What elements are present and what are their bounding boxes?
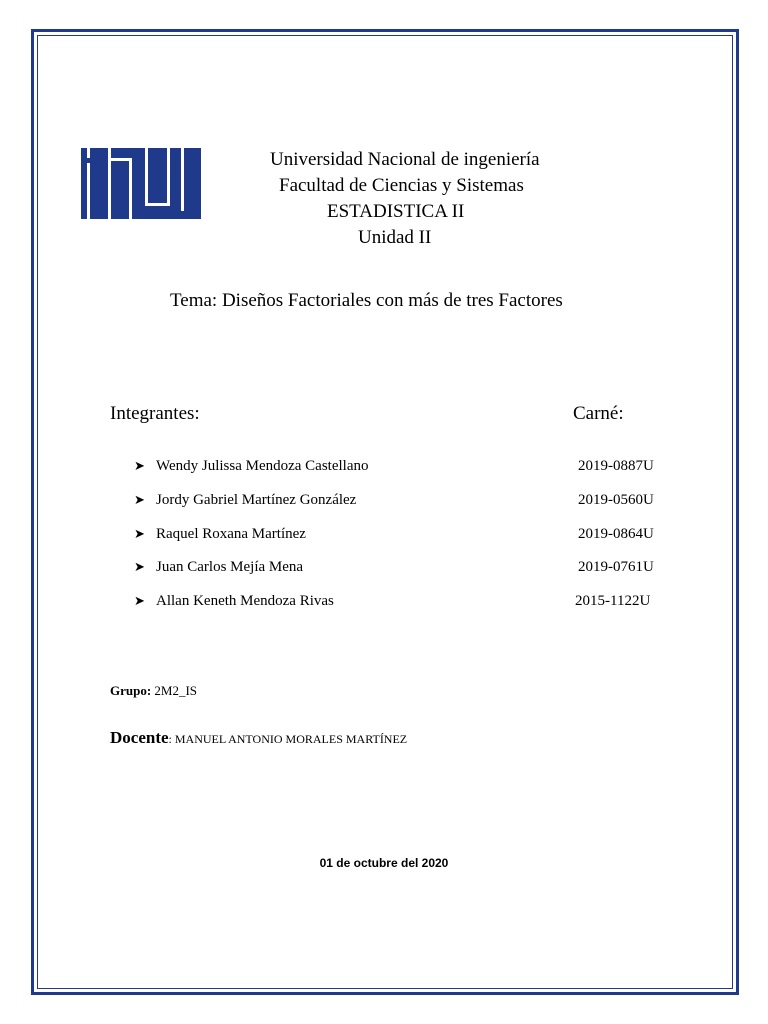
member-name: Wendy Julissa Mendoza Castellano: [156, 458, 369, 474]
member-row: [134, 492, 356, 509]
member-name: Raquel Roxana Martínez: [156, 526, 306, 542]
group-label: Grupo:: [110, 683, 152, 698]
unit-name: Unidad II: [358, 227, 432, 248]
arrow-bullet-icon: ➤: [134, 527, 145, 542]
faculty-name: Facultad de Ciencias y Sistemas: [279, 175, 524, 196]
member-carnet: 2015-1122U: [575, 593, 651, 609]
university-name: Universidad Nacional de ingeniería: [270, 149, 540, 170]
member-row: [134, 593, 334, 610]
document-date: 01 de octubre del 2020: [319, 856, 449, 870]
arrow-bullet-icon: ➤: [134, 493, 145, 508]
teacher-label: Docente: [110, 728, 169, 747]
member-name: Jordy Gabriel Martínez González: [156, 492, 357, 508]
member-name: Juan Carlos Mejía Mena: [156, 559, 304, 575]
arrow-bullet-icon: ➤: [134, 459, 145, 474]
member-carnet: 2019-0864U: [578, 526, 654, 542]
member-carnet: 2019-0887U: [578, 458, 654, 474]
teacher-line: [110, 728, 407, 748]
arrow-bullet-icon: ➤: [134, 560, 145, 575]
member-row: [134, 559, 303, 576]
arrow-bullet-icon: ➤: [134, 594, 145, 609]
carnet-header: Carné:: [573, 403, 624, 424]
uni-logo-icon: [81, 148, 201, 219]
group-line: [110, 683, 197, 699]
topic-title: Tema: Diseños Factoriales con más de tres Factores: [170, 290, 563, 311]
group-value: 2M2_IS: [154, 683, 198, 698]
teacher-name: : MANUEL ANTONIO MORALES MARTÍNEZ: [168, 732, 408, 746]
course-name: ESTADISTICA II: [327, 201, 465, 222]
member-row: [134, 458, 369, 475]
members-header: Integrantes:: [110, 403, 200, 424]
member-carnet: 2019-0560U: [578, 492, 654, 508]
member-row: [134, 526, 306, 543]
member-name: Allan Keneth Mendoza Rivas: [156, 593, 334, 609]
member-carnet: 2019-0761U: [578, 559, 654, 575]
